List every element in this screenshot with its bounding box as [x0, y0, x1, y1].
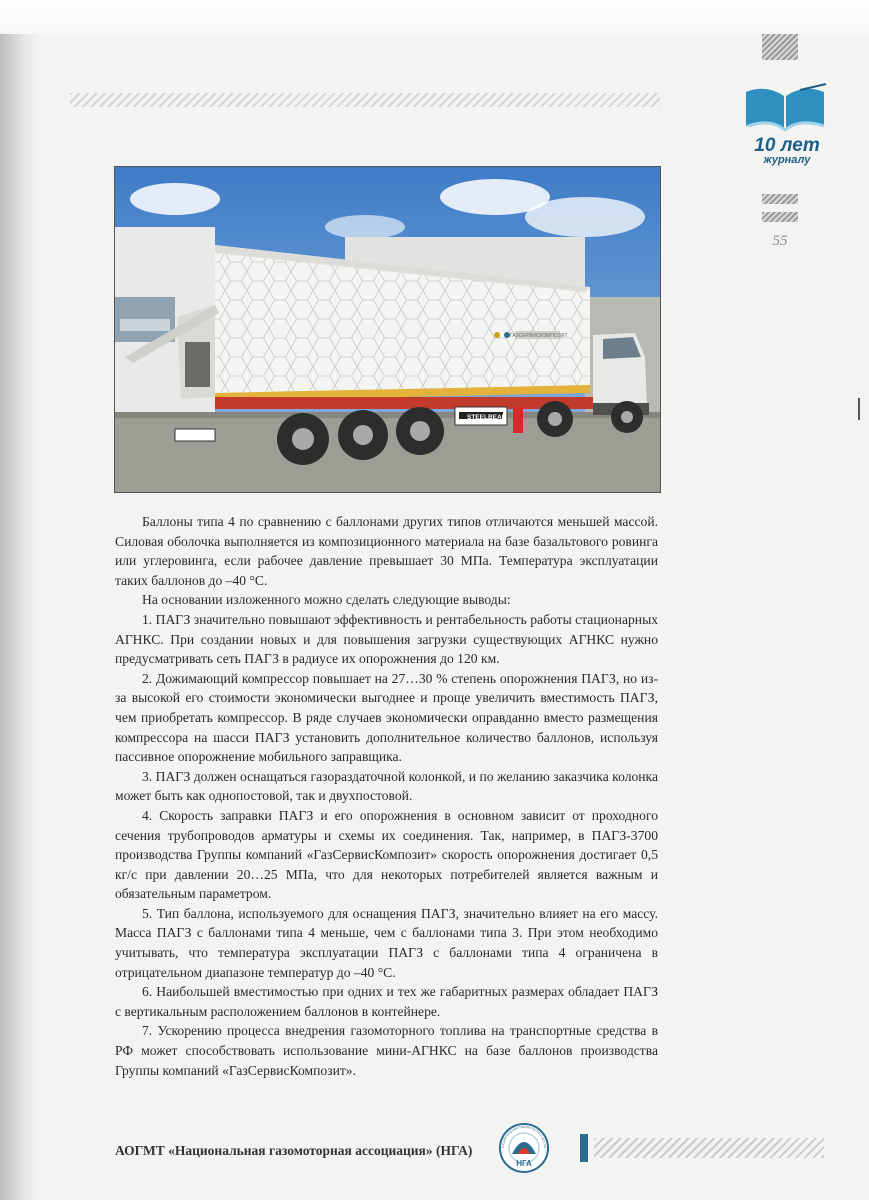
header-hatch-low: [762, 212, 798, 222]
header-decorative-stripe: [70, 93, 660, 107]
nga-logo-ring-text: НАЦИОНАЛЬНАЯ ГАЗОМОТОРНАЯ АССОЦ: [500, 1124, 548, 1149]
paragraph-8: 6. Наибольшей вместимостью при одних и тех же габаритных размерах обладает ПАГЗ с вертикальным расположением баллонов в контейнере.: [115, 984, 658, 1019]
journal-logo-text: [747, 136, 827, 166]
trailer-brand-plate: STEELBEAR: [467, 414, 507, 421]
paragraph-2: На основании изложенного можно сделать следующие выводы:: [142, 592, 511, 608]
scan-edge-top: [0, 0, 869, 34]
paragraph-6: 4. Скорость заправки ПАГЗ и его опорожнения в основном зависит от проходного сечения трубопроводов арматуры и схемы их соединения. Так, например, в ПАГЗ-3700 производства Группы компаний «ГазСервисКомпозит» скорость опорожнения достигает 0,5 кг/с при давлении 20…25 МПа, что для некоторых потребителей является важным и обязательным параметром.: [115, 807, 658, 902]
header-hatch-mid: [762, 194, 798, 204]
paragraph-4: 2. Дожимающий компрессор повышает на 27…30 % степень опорожнения ПАГЗ, но из-за высокой его стоимости экономически выгоднее и проще увеличить вместимость ПАГЗ, чем приобретать компрессор. В ряде случаев экономически оправданно вместо размещения компрессора на шасси ПАГЗ установить дополнительное количество баллонов, используя пассивное опорожнение мобильного заправщика.: [115, 670, 658, 765]
paragraph-5: 3. ПАГЗ должен оснащаться газораздаточной колонкой, и по желанию заказчика колонка может быть как однопостовой, так и двухпостовой.: [115, 768, 658, 804]
paragraph-3: 1. ПАГЗ значительно повышают эффективность и рентабельность работы стационарных АГНКС. При создании новых и для повышения загрузки существующих АГНКС нужно предусматривать сеть ПАГЗ в радиусе их опорожнения до 120 км.: [115, 611, 658, 667]
paragraph-9: 7. Ускорению процесса внедрения газомоторного топлива на транспортные средства в РФ может способствовать использование мини-АГНКС на базе баллонов производства Группы компаний «ГазСервисКомпозит».: [115, 1023, 658, 1078]
logo-years: 10 лет: [754, 135, 820, 156]
paragraph-7: 5. Тип баллона, используемого для оснащения ПАГЗ, значительно влияет на его массу. Масса ПАГЗ с баллонами типа 4 меньше, чем с баллонами типа 3. При этом необходимо учитывать, что температура эксплуатации ПАГЗ с баллонами типа 4 ограничена в отрицательном диапазоне температур до –40 °С.: [115, 905, 658, 980]
nga-association-logo-icon: [498, 1122, 550, 1174]
paragraph-1: Баллоны типа 4 по сравнению с баллонами других типов отличаются меньшей массой. Силовая оболочка выполняется из композиционного материала на базе базальтового ровинга или углеровинга, если рабочее давление превышает 30 МПа. Температура эксплуатации таких баллонов до –40 °С.: [115, 514, 658, 588]
truck-photo-illustration: [115, 167, 660, 492]
footer-decorative-stripe: [594, 1138, 824, 1158]
truck-photo: [114, 166, 661, 493]
footer-accent-bar: [580, 1134, 588, 1162]
scan-edge-left: [0, 0, 38, 1200]
article-body: [115, 512, 658, 1080]
footer-organization: АОГМТ «Национальная газомоторная ассоциация» (НГА): [115, 1143, 473, 1158]
edge-scan-mark: [858, 398, 860, 420]
nga-logo-letters: НГА: [516, 1159, 532, 1168]
header-hatch-top: [762, 34, 798, 60]
trailer-side-logo: ГАЗСЕРВИСКОМПОЗИТ: [510, 333, 568, 339]
page-number: 55: [772, 233, 788, 249]
logo-journal: журналу: [763, 154, 811, 166]
